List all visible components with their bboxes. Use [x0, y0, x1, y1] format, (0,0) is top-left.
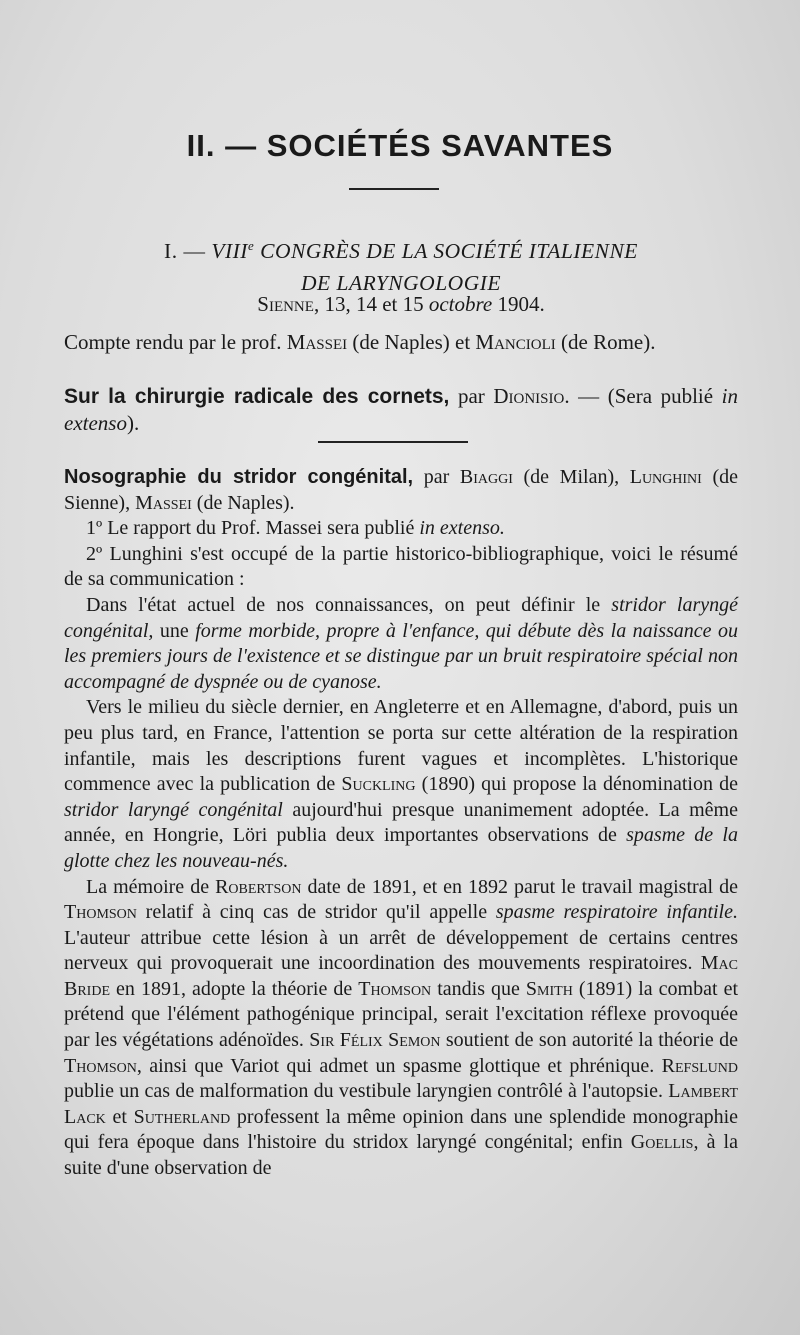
article-2-heading: Nosographie du stridor congénital, par Biaggi (de Milan), Lunghini (de Sienne), Massei (de Naples).: [64, 466, 738, 514]
history-paragraph: Vers le milieu du siècle dernier, en Angleterre et en Allemagne, d'abord, puis un peu plus tard, en France, l'attention se porta sur cette altération de la respiration infantile, mais les descriptions furent vagues et incomplètes. L'historique commence avec la publication de Suckling (1890) qui propose la dénomination de stridor laryngé congénital aujourd'hui presque unanimement adoptée. La même année, en Hongrie, Löri publia deux importantes observations de spasme de la glotte chez les nouveau-nés.: [64, 696, 738, 872]
theories-paragraph: La mémoire de Robertson date de 1891, et en 1892 parut le travail magistral de Thomson relatif à cinq cas de stridor qu'il appelle spasme respiratoire infantile. L'auteur attribue cette lésion à un arrêt de développement de certains centres nerveux qui provoquerait une incoordination des mouvements respiratoires. Mac Bride en 1891, adopte la théorie de Thomson tandis que Smith (1891) la combat et prétend que l'élément pathogénique principal, serait l'excitation réflexe provoquée par les végétations adénoïdes. Sir Félix Semon soutient de son autorité la théorie de Thomson, ainsi que Variot qui admet un spasme glottique et phrénique. Refslund publie un cas de malformation du vestibule laryngien contrôlé à l'autopsie. Lambert Lack et Sutherland professent la même opinion dans une splendide monographie qui fera époque dans l'histoire du stridox laryngé congénital; enfin Goellis, à la suite d'une observation de: [64, 875, 739, 1180]
article-2-title: Nosographie du stridor congénital,: [64, 466, 414, 488]
title-rule: [349, 188, 439, 190]
point-1: 1º Le rapport du Prof. Massei sera publié in extenso.: [86, 517, 505, 540]
article-1-paragraph: Sur la chirurgie radicale des cornets, par Dionisio. — (Sera publié in extenso).: [64, 384, 738, 435]
congress-title: I. — VIIIe CONGRÈS DE LA SOCIÉTÉ ITALIENNE DE LARYNGOLOGIE: [164, 238, 638, 296]
article-rule: [318, 441, 468, 443]
report-credit: Compte rendu par le prof. Massei (de Naples) et Mancioli (de Rome).: [64, 329, 656, 354]
article-1-title: Sur la chirurgie radicale des cornets,: [64, 385, 450, 408]
article-1: [64, 383, 738, 436]
point-2: 2º Lunghini s'est occupé de la partie historico-bibliographique, voici le résumé de sa communication :: [64, 542, 738, 591]
congress-dates: Sienne, 13, 14 et 15 octobre 1904.: [257, 292, 545, 316]
section-title: II. — SOCIÉTÉS SAVANTES: [186, 128, 614, 163]
definition-paragraph: Dans l'état actuel de nos connaissances, on peut définir le stridor laryngé congénital, une forme morbide, propre à l'enfance, qui débute dès la naissance ou les premiers jours de l'existence et se distingue par un bruit respiratoire spécial non accompagné de dyspnée ou de cyanose.: [64, 593, 738, 693]
article-2: [64, 465, 738, 1182]
congress-info: [64, 292, 738, 355]
